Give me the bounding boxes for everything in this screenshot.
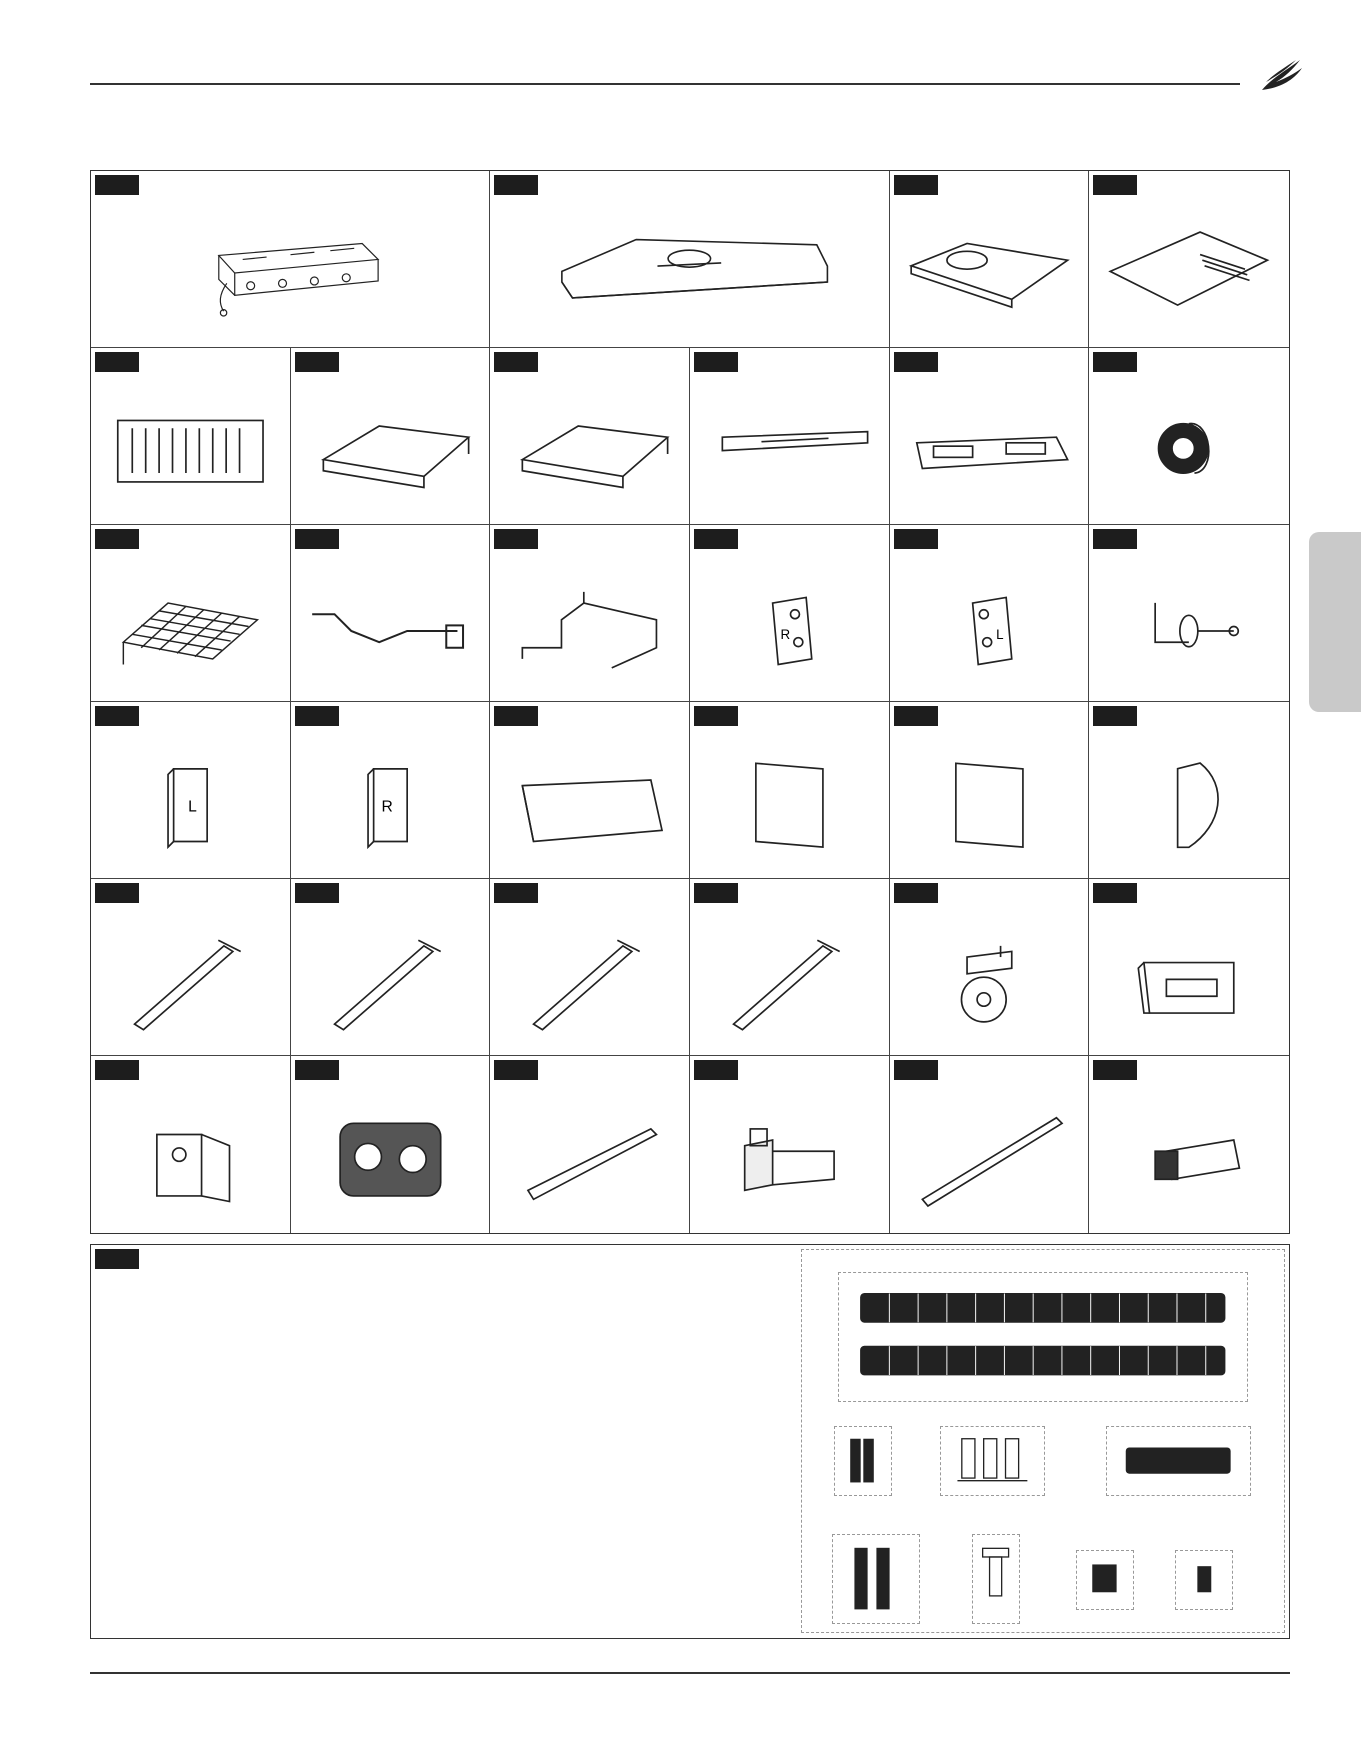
part-cell	[91, 702, 291, 879]
screw-rows-icon	[838, 1272, 1248, 1402]
tray-icon	[490, 726, 689, 878]
part-cell	[291, 879, 491, 1056]
small-screw-icon	[1175, 1550, 1233, 1610]
part-cell	[690, 702, 890, 879]
leg-1-icon	[91, 903, 290, 1055]
header-rule	[90, 83, 1240, 85]
part-number-tag	[694, 706, 738, 726]
bent-rod-icon	[291, 549, 490, 701]
foot-cap-icon	[1089, 1080, 1289, 1233]
part-number-tag	[494, 352, 538, 372]
part-number-tag	[295, 529, 339, 549]
wire-handle-icon	[490, 549, 689, 701]
screw-pair-icon	[834, 1426, 892, 1496]
footer-rule	[90, 1672, 1290, 1674]
part-cell	[1089, 702, 1289, 879]
part-number-tag	[494, 529, 538, 549]
part-cell	[490, 1056, 690, 1233]
vented-panel-icon	[1089, 195, 1289, 347]
part-cell	[291, 348, 491, 525]
part-number-tag	[95, 1060, 139, 1080]
leg-2-icon	[291, 903, 490, 1055]
part-number-tag	[494, 706, 538, 726]
side-shelf-left-icon	[291, 372, 490, 524]
part-cell	[690, 525, 890, 702]
part-number-tag	[1093, 529, 1137, 549]
part-number-tag	[694, 352, 738, 372]
part-cell	[490, 525, 690, 702]
part-number-tag	[1093, 883, 1137, 903]
hinge-letter: R	[381, 797, 393, 815]
part-number-tag	[295, 1060, 339, 1080]
control-knob-icon	[1089, 372, 1289, 524]
part-cell	[490, 171, 889, 348]
hinge-plate-r-icon	[291, 726, 490, 878]
hardware-pack-box	[90, 1244, 1290, 1639]
part-cell	[890, 1056, 1090, 1233]
part-cell	[291, 702, 491, 879]
part-cell	[91, 171, 490, 348]
part-cell	[690, 1056, 890, 1233]
part-number-tag	[295, 706, 339, 726]
hinge-plate-l-icon	[91, 726, 290, 878]
part-cell	[91, 525, 291, 702]
part-cell	[291, 525, 491, 702]
part-cell	[490, 702, 690, 879]
parts-grid	[90, 170, 1290, 1234]
grease-cup-holder-icon	[1089, 903, 1289, 1055]
part-number-tag	[95, 175, 139, 195]
part-number-tag	[694, 883, 738, 903]
screw-row-small-icon	[1106, 1426, 1251, 1496]
hardware-layout	[801, 1249, 1285, 1633]
part-number-tag	[95, 883, 139, 903]
part-number-tag	[95, 706, 139, 726]
part-cell	[291, 1056, 491, 1233]
part-cell	[91, 879, 291, 1056]
part-number-tag	[1093, 706, 1137, 726]
part-cell	[91, 1056, 291, 1233]
flame-logo-icon	[1258, 56, 1304, 94]
bolt-set-icon	[832, 1534, 920, 1624]
part-cell	[890, 348, 1090, 525]
part-cell	[690, 879, 890, 1056]
part-cell	[1089, 1056, 1289, 1233]
bolt-icon	[972, 1534, 1020, 1624]
leg-4-icon	[690, 903, 889, 1055]
nut-set-icon	[940, 1426, 1045, 1496]
side-panel-2-icon	[890, 726, 1089, 878]
part-number-tag	[1093, 1060, 1137, 1080]
end-cap-icon	[690, 1080, 889, 1233]
part-number-tag	[894, 529, 938, 549]
spacer-icon	[1076, 1550, 1134, 1610]
part-number-tag	[894, 883, 938, 903]
curved-guard-icon	[1089, 726, 1289, 878]
vent-grille-icon	[91, 372, 290, 524]
bracket-letter: L	[995, 626, 1004, 642]
part-cell	[890, 171, 1090, 348]
long-bar-icon	[890, 1080, 1089, 1233]
bracket-r-icon	[690, 549, 889, 701]
part-number-tag	[295, 352, 339, 372]
front-bracket-panel-icon	[890, 372, 1089, 524]
part-number-tag	[894, 706, 938, 726]
part-number-tag	[694, 1060, 738, 1080]
leg-3-icon	[490, 903, 689, 1055]
angle-bracket-icon	[91, 1080, 290, 1233]
wire-rack-icon	[91, 549, 290, 701]
part-cell	[1089, 525, 1289, 702]
part-number-tag	[95, 1249, 139, 1269]
part-number-tag	[494, 175, 538, 195]
griddle-base-frame-icon	[91, 195, 489, 347]
section-side-tab	[1309, 532, 1361, 712]
short-bar-icon	[490, 1080, 689, 1233]
part-cell	[690, 348, 890, 525]
igniter-bracket-icon	[1089, 549, 1289, 701]
rubber-pad-icon	[291, 1080, 490, 1233]
part-cell	[1089, 348, 1289, 525]
part-number-tag	[95, 352, 139, 372]
griddle-hood-lid-icon	[490, 195, 888, 347]
part-cell	[91, 348, 291, 525]
part-number-tag	[894, 175, 938, 195]
part-cell	[490, 879, 690, 1056]
part-cell	[1089, 879, 1289, 1056]
part-cell	[890, 702, 1090, 879]
caster-wheel-icon	[890, 903, 1089, 1055]
part-cell	[1089, 171, 1289, 348]
part-cell	[490, 348, 690, 525]
part-number-tag	[694, 529, 738, 549]
part-number-tag	[1093, 175, 1137, 195]
bracket-l-icon	[890, 549, 1089, 701]
bracket-letter: R	[780, 626, 791, 642]
part-number-tag	[894, 352, 938, 372]
part-number-tag	[1093, 352, 1137, 372]
part-number-tag	[494, 1060, 538, 1080]
part-number-tag	[95, 529, 139, 549]
hinge-letter: L	[188, 797, 197, 815]
logo-strip-icon	[690, 372, 889, 524]
side-shelf-right-icon	[490, 372, 689, 524]
part-cell	[890, 525, 1090, 702]
part-number-tag	[894, 1060, 938, 1080]
part-cell	[890, 879, 1090, 1056]
panel-with-hole-icon	[890, 195, 1089, 347]
part-number-tag	[494, 883, 538, 903]
part-number-tag	[295, 883, 339, 903]
side-panel-icon	[690, 726, 889, 878]
